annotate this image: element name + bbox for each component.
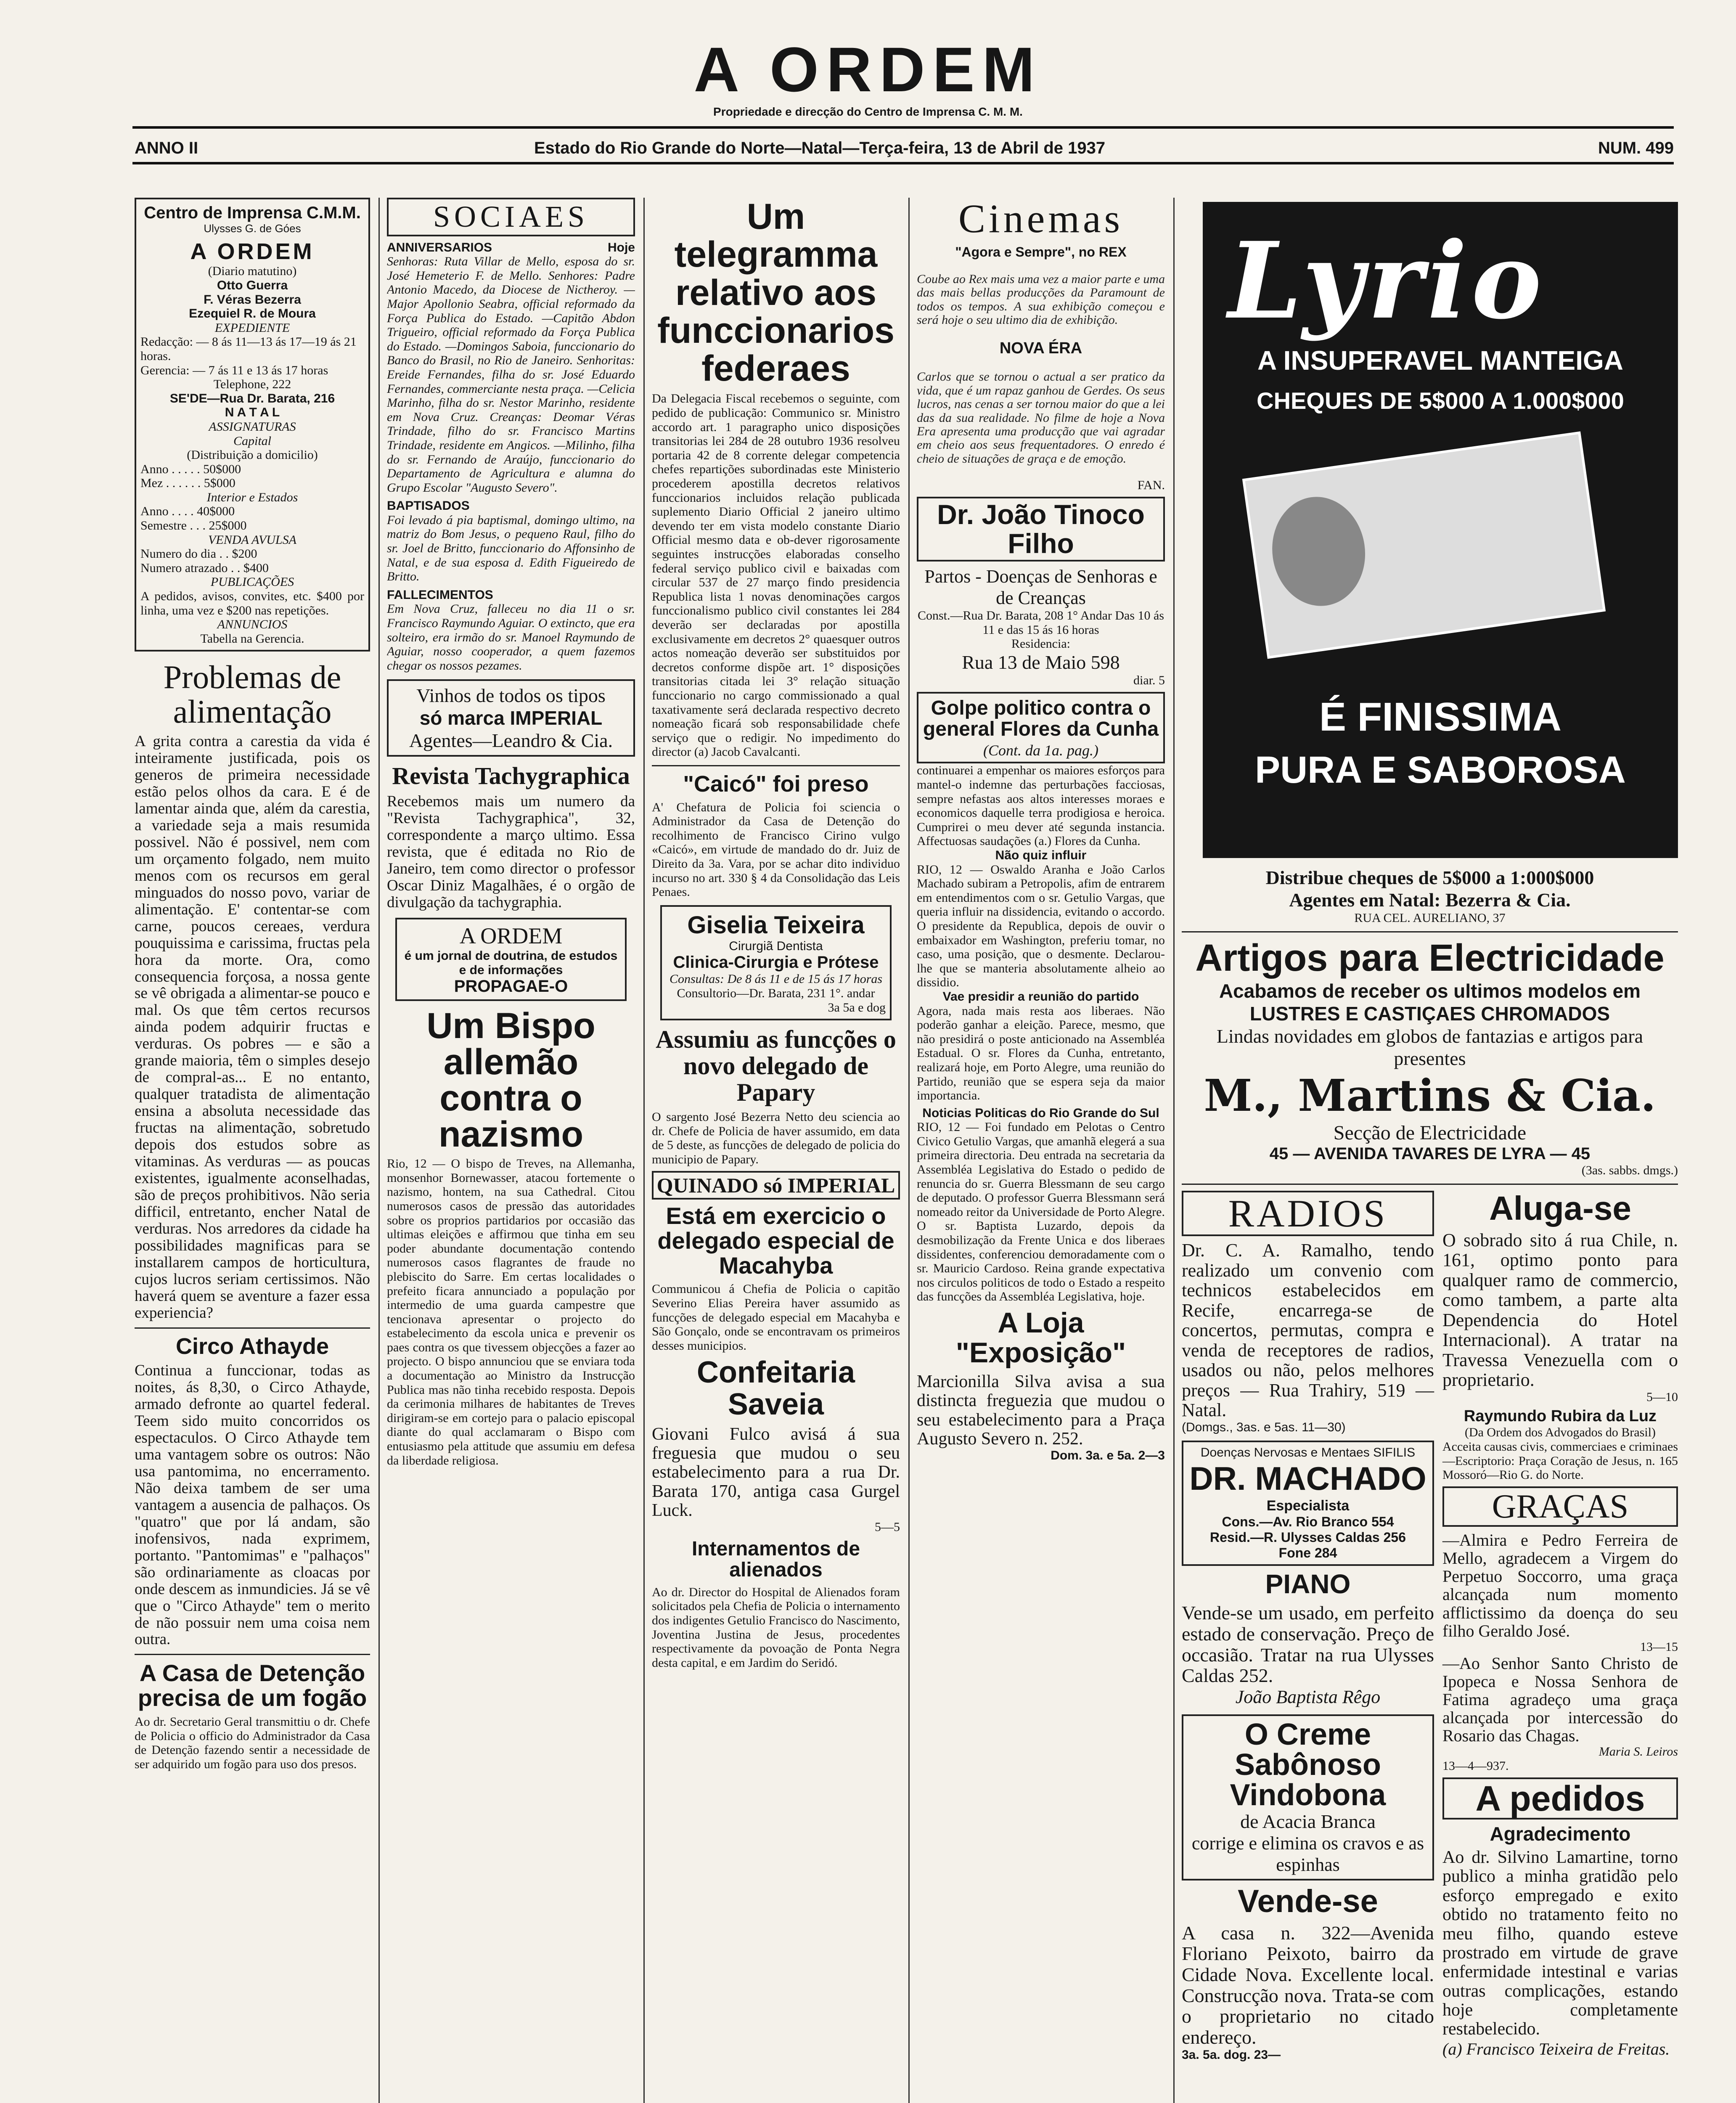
headline-assumiu: Assumiu as funcções o novo delegado de Papary: [656, 1025, 896, 1107]
falec-label: FALLECIMENTOS: [387, 588, 493, 602]
ad-vinhos-line: Vinhos de todos os tipos: [416, 685, 606, 707]
headline-casa: A Casa de Detenção precisa de um fogão: [138, 1660, 367, 1711]
ad-giselia-clinic: Clinica-Cirurgia e Prótese: [673, 953, 879, 972]
headline-problemas: Problemas de alimentação: [163, 659, 341, 730]
artigos-line-1: Acabamos de receber os ultimos modelos em LUSTRES E CASTIÇAES CHROMADOS: [1219, 980, 1641, 1025]
gracas-sig: Maria S. Leiros: [1598, 1745, 1678, 1759]
ad-tinoco-res-label: Residencia:: [1011, 637, 1070, 651]
cheque-illustration: [1242, 432, 1606, 659]
expediente-head: EXPEDIENTE: [214, 320, 290, 335]
article-fallecimentos: Em Nova Cruz, falleceu no dia 11 o sr. Francisco Raymundo Aguiar. O extincto, que era solteiro, era irmão do sr. Manoel Raymundo de Aguiar, nosso cooperador, a quem fazemos chegar os nossos pezames.: [387, 602, 635, 673]
headline-revista: Revista Tachygraphica: [392, 762, 630, 790]
bapt-label: BAPTISADOS: [387, 499, 470, 513]
issue-number: NUM. 499: [1598, 139, 1674, 157]
lyrio-address: RUA CEL. AURELIANO, 37: [1354, 911, 1506, 925]
portrait-icon: [1265, 491, 1372, 612]
artigos-line-2: Lindas novidades em globos de fantazias e artigos para presentes: [1216, 1025, 1643, 1070]
ad-machado-sub: Doenças Nervosas e Mentaes SIFILIS: [1200, 1445, 1416, 1459]
agradecimento-label: Agradecimento: [1490, 1822, 1631, 1845]
column-3: [652, 198, 900, 2103]
article-telegramma: Da Delegacia Fiscal recebemos o seguinte, com pedido de publicação: Communico sr. Ministro accordo art. 1 paragrapho unico disposições transitorias lei 284 de 28 outubro 1936 resolveu portaria 42 de 8 corrente delegar competencia chefes repartições subordinadas este Ministerio procederem apostilla decretos relativos funccionarios incluidos relação publicada suplemento Diario Official 2 janeiro ultimo devendo ter em vista modelo constante Diario Official mesmo data e ob-dever rigorosamente seguintes instrucções elaboradas conselho federal serviço publico civil e baixadas com circular 537 de 27 março findo presidencia Republica lista 1 novas denominações cargos funccionalismo publico civil constantes lei 284 deverão ser declaradas por apostilla exclusivamente em decretos 2° quaesquer outros actos nomeação deverão ser substituidos por decretos conforme dispõe art. 1° disposições transitorias citada lei 3° relação situação funccionario no cargo commissionado a qual taxativamente será declarada respectivo decreto nomeação ficará sob responsabilidade chefe serviço que o redigir. No impedimento do director (a) Jacob Cavalcanti.: [652, 392, 900, 759]
article-cinema: Coube ao Rex mais uma vez a maior parte e uma das mais bellas producções da Paramount de todos os tempos. A sua exhibição começou e será hoje o seu ultimo dia de exhibição.: [917, 272, 1165, 327]
fan-sig: FAN.: [1137, 478, 1165, 493]
headline-gracas: GRAÇAS: [1442, 1486, 1678, 1527]
article-vende: A casa n. 322—Avenida Floriano Peixoto, bairro da Cidade Nova. Excellente local. Construcção nova. Trata-se com o proprietario no citado endereço.: [1182, 1922, 1434, 2048]
nao-quiz-label: Não quiz influir: [995, 848, 1087, 862]
article-assumiu: O sargento José Bezerra Netto deu sciencia ao dr. Chefe de Policia de haver assumido, em data de 5 deste, as funcções de delegado de policia do municipio de Papary.: [652, 1110, 900, 1166]
seccao: Secção de Electricidade: [1333, 1122, 1527, 1144]
headline-loja: A Loja "Exposição": [955, 1307, 1126, 1369]
ad-machado-name: DR. MACHADO: [1189, 1460, 1426, 1497]
column-4: [917, 198, 1165, 2103]
ad-machado-esp: Especialista: [1266, 1498, 1350, 1514]
article-nova-era: Carlos que se tornou o actual a ser pratico da vida, que é um rapaz ganhou de Gerdes. Os seus lucros, nas cenas a ser tornou maior do que a lei das da sua realidade. No filme de hoje a Nova Era apresenta uma producção que vai agradar em cheio aos seus frequentadores. O enredo é cheio de situações de graça e de emoção.: [917, 370, 1165, 466]
newspaper-subtitle: Propriedade e direcção do Centro de Imprensa C. M. M.: [713, 105, 1023, 118]
divider: [135, 1654, 370, 1655]
rubira-text: Acceita causas civis, commerciaes e criminaes—Escriptorio: Praça Coração de Jesus, n. 165 Mossoró—Rio G. do Norte.: [1442, 1440, 1678, 1482]
org-director: Ulysses G. de Góes: [204, 222, 301, 235]
telephone: Telephone, 222: [213, 377, 291, 392]
piano-sig: João Baptista Rêgo: [1235, 1686, 1381, 1707]
ad-creme: [1182, 1714, 1434, 1881]
org-name: Centro de Imprensa C.M.M.: [144, 204, 361, 222]
vae-presidir-label: Vae presidir a reunião do partido: [942, 989, 1139, 1004]
date: Estado do Rio Grande do Norte—Natal—Terça-feira, 13 de Abril de 1937: [534, 139, 1106, 157]
ad-machado-cons: Cons.—Av. Rio Branco 554: [1222, 1514, 1394, 1530]
ad-giselia-hours: Consultas: De 8 ás 11 e de 15 ás 17 horas: [669, 972, 883, 986]
article-aluga: O sobrado sito á rua Chile, n. 161, optimo ponto para qualquer ramo de commercio, como tambem, a parte alta Dependencia do Hotel Internacional). A tratar na Travessa Venezuella com o proprietario.: [1442, 1229, 1678, 1391]
article-noticias: RIO, 12 — Foi fundado em Pelotas o Centro Civico Getulio Vargas, que amanhã elegerá a sua primeira directoria. Deu entrada na secretaria da Assembléa Legislativa do Estado o pedido de renuncia do sr. Guerra Blessmann de seu cargo de deputado. O professor Guerra Blessmann será nomeado reitor da Universidade de Porto Alegre. O sr. Baptista Luzardo, depois da desmobilização da Frente Unica e dos liberaes dissidentes, conferenciou demoradamente com o sr. Mauricio Cardoso. Reina grande expectativa nos circulos politicos de todo o Estado a respeito das funcções da Assembléa Legislativa, hoje.: [917, 1120, 1165, 1304]
price-line: Numero do dia . . $200: [140, 547, 257, 561]
pedidos-sig: (a) Francisco Teixeira de Freitas.: [1442, 2039, 1670, 2058]
dist-label: (Distribuição a domicilio): [187, 448, 318, 462]
article-vae-presidir: Agora, nada mais resta aos liberaes. Não poderão ganhar a eleição. Parece, mesmo, que não presidirá o poste anticionado na Assembléa Estadual. O sr. Flores da Cunha, entretanto, realizará hoje, em Porto Alegre, uma reunião do Partido, reunião que se espera seja da maior importancia.: [917, 1004, 1165, 1103]
ad-quinado: QUINADO só IMPERIAL: [652, 1171, 900, 1200]
radios-tag: (Domgs., 3as. e 5as. 11—30): [1182, 1420, 1346, 1434]
article-loja: Marcionilla Silva avisa a sua distincta freguezia que mudou o seu estabelecimento para a Praça Augusto Severo n. 252.: [917, 1372, 1165, 1449]
aluga-tag: 5—10: [1646, 1390, 1678, 1404]
headline-confeitaria: Confeitaria Saveia: [696, 1356, 855, 1421]
price-line: Numero atrazado . . $400: [140, 561, 269, 575]
headline-pedidos: A pedidos: [1442, 1777, 1678, 1820]
article-problemas: A grita contra a carestia da vida é inteiramente justificada, pois os generos de primeira necessidade estão pelos olhos da cara. E é de lamentar ainda que, além da carestia, a variedade seja a mais resumida possivel. Não é possivel, nem com um orçamento folgado, nem muito menos com os recursos em geral minguados do nosso povo, variar de alimentação. E' contentar-se com carne, poucos cereaes, verdura pouquissima e carissima, fructas pela hora da morte. Ora, como consequencia forçosa, a nossa gente se vê obrigada a alimentar-se pouco e mal. Os que têm certos recursos ainda podem adquirir fructas e verduras. Os pobres — e são a grande maioria, têm o simples desejo de compral-as... E no entanto, qualquer tratadista de alimentação ensina a absoluta necessidade das fructas na alimentação, sobretudo depois dos estudos sobre as vitaminas. As verduras — as poucas existentes, igualmente aconselhadas, são de preços prohibitivos. Não seria difficil, entretanto, encher Natal de verduras. Nos arredores da cidade ha possibilidades magnificas para se installarem campos de horticultura, cujos lucros seriam certissimos. Não haverá quem se aventure a fazer essa experiencia?: [135, 733, 370, 1322]
city: N A T A L: [225, 405, 280, 420]
ad-lyrio: [1203, 202, 1678, 858]
ad-ordem-cta: PROPAGAE-O: [454, 977, 568, 996]
price-line: Semestre . . . 25$000: [140, 519, 247, 533]
avenida: 45 — AVENIDA TAVARES DE LYRA — 45: [1269, 1144, 1590, 1163]
ad-machado-res: Resid.—R. Ulysses Caldas 256: [1209, 1530, 1406, 1545]
staff-3: Ezequiel R. de Moura: [189, 307, 316, 321]
interior-label: Interior e Estados: [206, 490, 298, 504]
article-internamentos: Ao dr. Director do Hospital de Alienados foram solicitados pela Chefia de Policia o internamento dos indigentes Getulio Francisco do Nascimento, Joventina Justina de Jesus, procedentes respectivamente da povoação de Ponta Negra desta capital, e em Jardim do Seridó.: [652, 1585, 900, 1670]
article-gracas-2: —Ao Senhor Santo Christo de Ipopeca e Nossa Senhora de Fatima agradeço uma graça alcançada por intercessão do Rosario das Chagas.: [1442, 1653, 1678, 1745]
ad-tinoco-tag: diar. 5: [1133, 673, 1165, 688]
article-sociaes: Senhoras: Ruta Villar de Mello, esposa do sr. José Hemeterio F. de Mello. Senhores: Padre Antonio Macedo, da Diocese de Nictheroy. —Major Apollonio Seabra, official reformado da Força Publica do Estado. —Capitão Abdon Trigueiro, official reformado da Força Publica do Estado. —Domingos Saboia, funccionario do Banco do Brasil, no Rio de Janeiro. Senhoritas: Ereide Fernandes, filha do sr. José Eduardo Fernandes, commerciante nesta praça. —Celicia Marinho, filha do sr. Nestor Marinho, residente em Nova Cruz. Creanças: Deomar Véras Trindade, filho do sr. Francisco Martins Trindade, residente em Angicos. —Milinho, filha do sr. Fernando de Araújo, funccionario do Departamento de Agricultura e alumna do Grupo Escolar "Augusto Severo".: [387, 254, 635, 495]
col5-left: [1182, 1191, 1434, 2062]
article-confeitaria: Giovani Fulco avisá á sua freguesia que mudou o seu estabelecimento para a rua Dr. Barata 170, antiga casa Gurgel Luck.: [652, 1424, 900, 1520]
gracas-date: 13—4—937.: [1442, 1759, 1509, 1773]
ad-machado-fone: Fone 284: [1278, 1545, 1337, 1561]
golpe-box: [917, 692, 1165, 764]
subscriptions-head: ASSIGNATURAS: [209, 419, 296, 434]
pub-text: A pedidos, avisos, convites, etc. $400 por linha, uma vez e $200 nas repetições.: [140, 589, 364, 617]
address: SE'DE—Rua Dr. Barata, 216: [169, 391, 335, 405]
ad-a-ordem: [395, 918, 627, 1001]
headline-bispo: Um Bispo allemão contra o nazismo: [426, 1006, 595, 1155]
headline-caico: "Caicó" foi preso: [683, 771, 869, 797]
lyrio-logo: Lyrio: [1228, 219, 1546, 342]
headline-noticias: Noticias Politicas do Rio Grande do Sul: [922, 1106, 1159, 1120]
lyrio-agents: Agentes em Natal: Bezerra & Cia.: [1289, 889, 1571, 911]
ad-tinoco-sub: Partos - Doenças de Senhoras e de Creanças: [924, 566, 1157, 609]
column-rule: [908, 198, 910, 2103]
col5-right: [1442, 1191, 1678, 2062]
headline-aluga: Aluga-se: [1489, 1189, 1631, 1227]
article-pedidos: Ao dr. Silvino Lamartine, torno publico a minha gratidão pelo esforço empregado e exito obtido no tratamento feito no meu filho, quando esteve prostrado em virtude de grave enfermidade intestinal e varias outras complicações, estando hoje completamente restabelecido.: [1442, 1848, 1678, 2039]
masthead-rule-top: [132, 126, 1674, 129]
ad-tinoco-name: Dr. João Tinoco Filho: [917, 497, 1165, 562]
edition: ANNO II: [135, 139, 198, 157]
column-2: [387, 198, 635, 2103]
ad-machado: [1182, 1441, 1434, 1566]
headline-sociaes: SOCIAES: [387, 198, 635, 236]
article-exercicio: Communicou á Chefia de Policia o capitão Severino Elias Pereira haver assumido as funcções de delegado especial em Macahyba e São Gonçalo, onde se encontravam os primeiros desses municipios.: [652, 1282, 900, 1353]
anniv-label: ANNIVERSARIOS: [387, 240, 492, 254]
column-5: [1182, 866, 1678, 2103]
price-line: Mez . . . . . . 5$000: [140, 476, 236, 490]
ad-ordem-text: é um jornal de doutrina, de estudos e de informações: [404, 948, 618, 977]
article-golpe: continuarei a empenhar os maiores esforços para mantel-o indemne das perturbações facciosas, sempre nefastas aos altos interesses moraes e economicos daquelle terra prodigiosa e heroica. Cumprirei o meu dever até segunda instancia. Affectuosas saudações (a.) Flores da Cunha.: [917, 763, 1165, 848]
divider: [135, 1327, 370, 1329]
masthead-rule-bottom: [132, 162, 1674, 164]
expediente-line: Gerencia: — 7 ás 11 e 13 ás 17 horas: [140, 363, 328, 377]
lyrio-line-3: É FINISSIMA: [1319, 694, 1562, 739]
ad-tinoco-res: Rua 13 de Maio 598: [962, 652, 1120, 673]
lyrio-line-2: CHEQUES DE 5$000 A 1.000$000: [1257, 387, 1624, 414]
price-line: Anno . . . . . 50$000: [140, 462, 241, 476]
article-revista: Recebemos mais um numero da "Revista Tachygraphica", 32, correspondente a março ultimo. Essa revista, que é editada no Rio de Janeiro, tem como director o professor Oscar Diniz Magalhães, é o orgão de divulgação da tachygraphia.: [387, 793, 635, 911]
ad-tinoco-cons: Const.—Rua Dr. Barata, 208 1° Andar Das 10 ás 11 e das 15 ás 16 horas: [917, 609, 1164, 637]
ad-creme-text: corrige e elimina os cravos e as espinhas: [1191, 1833, 1424, 1875]
column-1: [135, 198, 370, 2103]
divider: [1182, 931, 1678, 932]
newspaper-title: A ORDEM: [693, 34, 1043, 105]
headline-piano: PIANO: [1265, 1569, 1351, 1600]
ad-giselia: [660, 905, 892, 1020]
headline-circo: Circo Athayde: [175, 1333, 329, 1359]
column-rule: [643, 198, 645, 2103]
ad-ordem-title: A ORDEM: [459, 923, 563, 948]
expediente-box: [135, 198, 370, 652]
loja-tag: Dom. 3a. e 5a. 2—3: [1051, 1449, 1165, 1463]
cinema-sub: "Agora e Sempre", no REX: [955, 244, 1127, 260]
expediente-line: Redacção: — 8 ás 11—13 ás 17—19 ás 21 horas.: [140, 335, 357, 363]
price-line: Anno . . . . 40$000: [140, 504, 235, 519]
article-radios: Dr. C. A. Ramalho, tendo realizado um convenio com technicos estabelecidos em Recife, encarrega-se de concertos, permutas, compra e venda de receptores de radios, usados ou não, pelos melhores preços — Rua Trahiry, 519 — Natal.: [1182, 1240, 1434, 1421]
headline-artigos: Artigos para Electricidade: [1195, 937, 1665, 979]
divider: [1182, 1184, 1678, 1185]
ad-creme-title: O Creme Sabônoso Vindobona: [1230, 1717, 1386, 1812]
article-piano: Vende-se um usado, em perfeito estado de conservação. Preço de occasião. Tratar na rua Ulysses Caldas 252.: [1182, 1602, 1434, 1687]
hoje-label: Hoje: [607, 240, 635, 254]
article-baptisados: Foi levado á pia baptismal, domingo ultimo, na matriz do Bom Jesus, o pequeno Raul, filho do sr. Joel de Britto, funccionario do Affonsinho de Natal, e de sua esposa d. Edith Figueiredo de Britto.: [387, 513, 635, 584]
ad-giselia-address: Consultorio—Dr. Barata, 231 1°. andar: [677, 986, 875, 1000]
column-rule: [1173, 198, 1175, 2103]
column-rule: [378, 198, 380, 2103]
ad-vinhos-line: só marca IMPERIAL: [419, 707, 603, 729]
headline-radios: RADIOS: [1182, 1191, 1434, 1237]
lyrio-line-1: A INSUPERAVEL MANTEIGA: [1257, 345, 1623, 376]
artigos-tag: (3as. sabbs. dmgs.): [1581, 1163, 1678, 1178]
lyrio-line-4: PURA E SABOROSA: [1255, 749, 1626, 791]
ad-vinhos-line: Agentes—Leandro & Cia.: [409, 730, 613, 752]
staff-2: F. Véras Bezerra: [204, 292, 301, 307]
article-gracas: —Almira e Pedro Ferreira de Mello, agradecem a Virgem do Perpetuo Soccorro, uma graça alcançada num momento afflictissimo da doença do seu filho Geraldo José.: [1442, 1530, 1678, 1640]
article-circo: Continua a funccionar, todas as noites, ás 8,30, o Circo Athayde, armado defronte ao quartel federal. Teem sido muito concorridos os espectaculos. O Circo Athayde tem uma vantagem sobre os outros: Não usa pantomima, no encerramento. Não deixa tambem de ser uma vantagem a ausencia de palhaços. Os "quatro" que por lá andam, são inofensivos, nada exprimem, portanto. "Pantomimas" e "palhaços" são ordinariamente as cloacas por onde descem as inmundicies. Já se vê que o "Circo Athayde" tem o merito de não possuir nem uma coisa nem outra.: [135, 1362, 370, 1648]
martins-logo: M., Martins & Cia.: [1204, 1070, 1656, 1122]
tabela: Tabella na Gerencia.: [200, 631, 304, 646]
anun-label: ANNUNCIOS: [217, 617, 288, 632]
paper-name: A ORDEM: [190, 238, 315, 264]
capital-label: Capital: [233, 434, 271, 448]
nova-era-label: NOVA ÉRA: [999, 339, 1082, 358]
headline-vende: Vende-se: [1238, 1883, 1378, 1919]
gracas-tag: 13—15: [1640, 1639, 1678, 1654]
rubira-name: Raymundo Rubira da Luz: [1463, 1407, 1657, 1425]
conf-tag: 5—5: [875, 1520, 900, 1534]
golpe-cont: (Cont. da 1a. pag.): [983, 742, 1098, 759]
ad-giselia-tag: 3a 5a e dog: [828, 1000, 886, 1014]
rubira-sub: (Da Ordem dos Advogados do Brasil): [1464, 1425, 1656, 1440]
article-casa: Ao dr. Secretario Geral transmittiu o dr. Chefe de Policia o officio do Administrador da Casa de Detenção fazendo sentir a necessidade de ser adquirido um fogão para uso dos presos.: [135, 1715, 370, 1771]
article-bispo: Rio, 12 — O bispo de Treves, na Allemanha, monsenhor Bornewasser, atacou fortemente o nazismo, hontem, na sua Cathedral. Citou numerosos casos de pressão das autoridades sobre os proprios partidarios por occasião das ultimas eleições e affirmou que tinha em seu poder abundante documentação contendo numerosos casos flagrantes de fraude no plebiscito do Sarre. Em certas localidades o prefeito ficara annunciado a população por intermedio de uma guarda campestre que tencionava apresentar o projecto do estabelecimento da escola unica e prevenir os paes contra os que tivessem objecções a fazer ao projecto. O bispo annunciou que se enviara toda a documentação ao Ministro da Instrucção Publica mas não tinha recebido resposta. Depois da cerimonia milhares de habitantes de Treves dirigiram-se em cortejo para o palacio episcopal diante do qual acclamaram o Bispo com entusiasmo pela attitude que assumiu em defesa da liberdade religiosa.: [387, 1157, 635, 1467]
headline-internamentos: Internamentos de alienados: [691, 1537, 860, 1581]
paper-sub: (Diario matutino): [208, 264, 297, 278]
article-nao-quiz: RIO, 12 — Oswaldo Aranha e João Carlos Machado subiram a Petropolis, afim de entrarem em entendimentos com o sr. Getulio Vargas, que queria influir na dissidencia, evitando o accordo. O presidente da Republica, depois de ouvir o embaixador em Washington, preferiu tomar, no caso, uma posição, que o desmente. Declarou-lhe que se manteria absolutamente alheio ao dissidio.: [917, 862, 1165, 990]
avulsa-label: VENDA AVULSA: [208, 532, 296, 547]
headline-golpe: Golpe politico contra o general Flores da Cunha: [923, 697, 1159, 741]
divider: [652, 765, 900, 766]
headline-exercicio: Está em exercicio o delegado especial de Macahyba: [657, 1202, 894, 1279]
staff-1: Otto Guerra: [217, 278, 288, 292]
headline-telegramma: Um telegramma relativo aos funccionarios federaes: [657, 198, 894, 389]
ad-giselia-sub: Cirurgiã Dentista: [729, 939, 823, 953]
lyrio-dist: Distribue cheques de 5$000 a 1:000$000: [1265, 867, 1594, 888]
pub-label: PUBLICAÇÕES: [210, 575, 294, 589]
vende-tag: 3a. 5a. dog. 23—: [1182, 2047, 1281, 2062]
ad-creme-sub: de Acacia Branca: [1240, 1810, 1376, 1832]
ad-giselia-name: Giselia Teixeira: [687, 911, 865, 939]
ad-vinhos: [387, 679, 635, 757]
headline-cinemas: Cinemas: [958, 198, 1123, 241]
article-caico: A' Chefatura de Policia foi sciencia o Administrador da Casa de Detenção do recolhimento de Francisco Cirino vulgo «Caicó», em virtude de mandado do dr. Juiz de Direito da 3a. Vara, por se achar dito individuo incurso no art. 330 § 4 da Consolidação das Leis Penaes.: [652, 800, 900, 899]
